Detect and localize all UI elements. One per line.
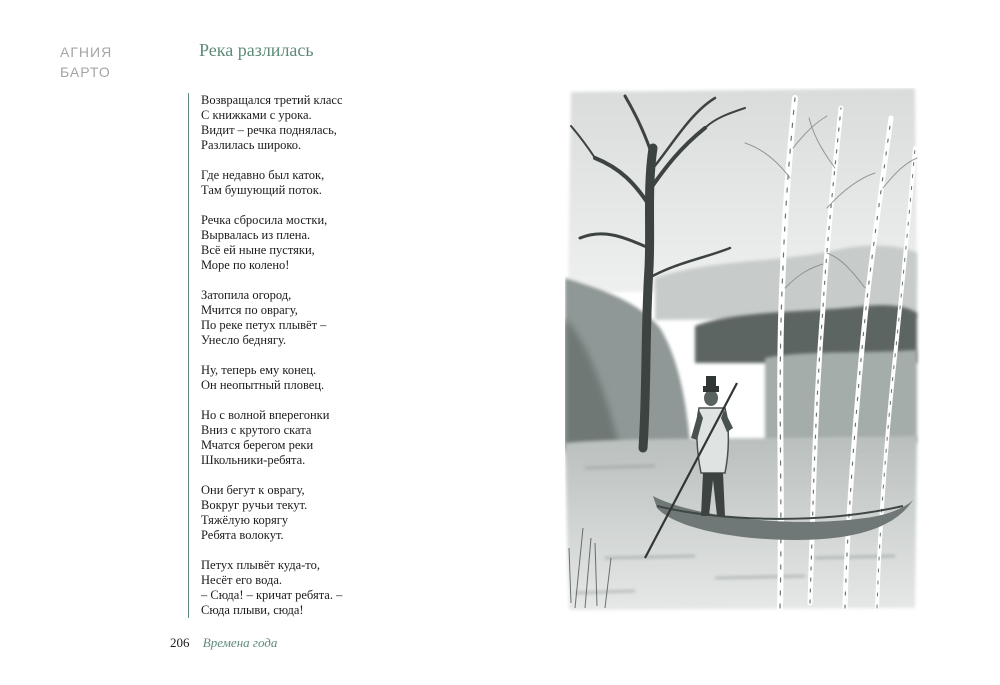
poem-line: Затопила огород, (201, 288, 292, 302)
page-footer (170, 635, 277, 651)
poem-line: Видит – речка поднялась, (201, 123, 337, 137)
poem-line: Сюда плыви, сюда! (201, 603, 304, 617)
poem-stanza (201, 483, 421, 543)
poem-line: Он неопытный пловец. (201, 378, 325, 392)
poem-line: Но с волной вперегонки (201, 408, 330, 422)
author-first-name: АГНИЯ (60, 44, 113, 60)
poem-line: Где недавно был каток, (201, 168, 325, 182)
author-last-name: БАРТО (60, 64, 111, 80)
poem-line: Вырвалась из плена. (201, 228, 311, 242)
poem-body (188, 93, 421, 618)
poem-line: Вниз с крутого ската (201, 423, 312, 437)
poem-line: Мчатся берегом реки (201, 438, 314, 452)
poem-line: Ну, теперь ему конец. (201, 363, 317, 377)
poem-line: Петух плывёт куда-то, (201, 558, 320, 572)
poem-title: Река разлилась (199, 40, 314, 60)
poem-line: Тяжёлую корягу (201, 513, 289, 527)
poem-stanza (201, 213, 421, 273)
poem-line: Разлилась широко. (201, 138, 302, 152)
poem-line: Ребята волокут. (201, 528, 284, 542)
poem-line: Всё ей ныне пустяки, (201, 243, 315, 257)
poem-line: Унесло беднягу. (201, 333, 287, 347)
poem-stanza (201, 363, 421, 393)
poem-line: Возвращался третий класс (201, 93, 343, 107)
watercolor-illustration (565, 88, 920, 613)
poem-stanza (201, 168, 421, 198)
poem-stanza (201, 93, 421, 153)
poem-stanza (201, 558, 421, 618)
poem-stanza (201, 288, 421, 348)
author-name (60, 42, 112, 82)
poem-line: Вокруг ручьи текут. (201, 498, 308, 512)
poem-line: Море по колено! (201, 258, 290, 272)
page-number: 206 (170, 635, 190, 650)
poem-line: По реке петух плывёт – (201, 318, 327, 332)
poem-line: Там бушующий поток. (201, 183, 322, 197)
poem-line: Несёт его вода. (201, 573, 283, 587)
poem-line: Школьники-ребята. (201, 453, 306, 467)
poem-line: Они бегут к оврагу, (201, 483, 305, 497)
poem-stanza (201, 408, 421, 468)
poem-line: – Сюда! – кричат ребята. – (201, 588, 343, 602)
poem-line: С книжками с урока. (201, 108, 312, 122)
poem-line: Речка сбросила мостки, (201, 213, 328, 227)
river-boat-illustration (565, 88, 920, 613)
section-title: Времена года (202, 635, 278, 650)
poem-line: Мчится по оврагу, (201, 303, 298, 317)
